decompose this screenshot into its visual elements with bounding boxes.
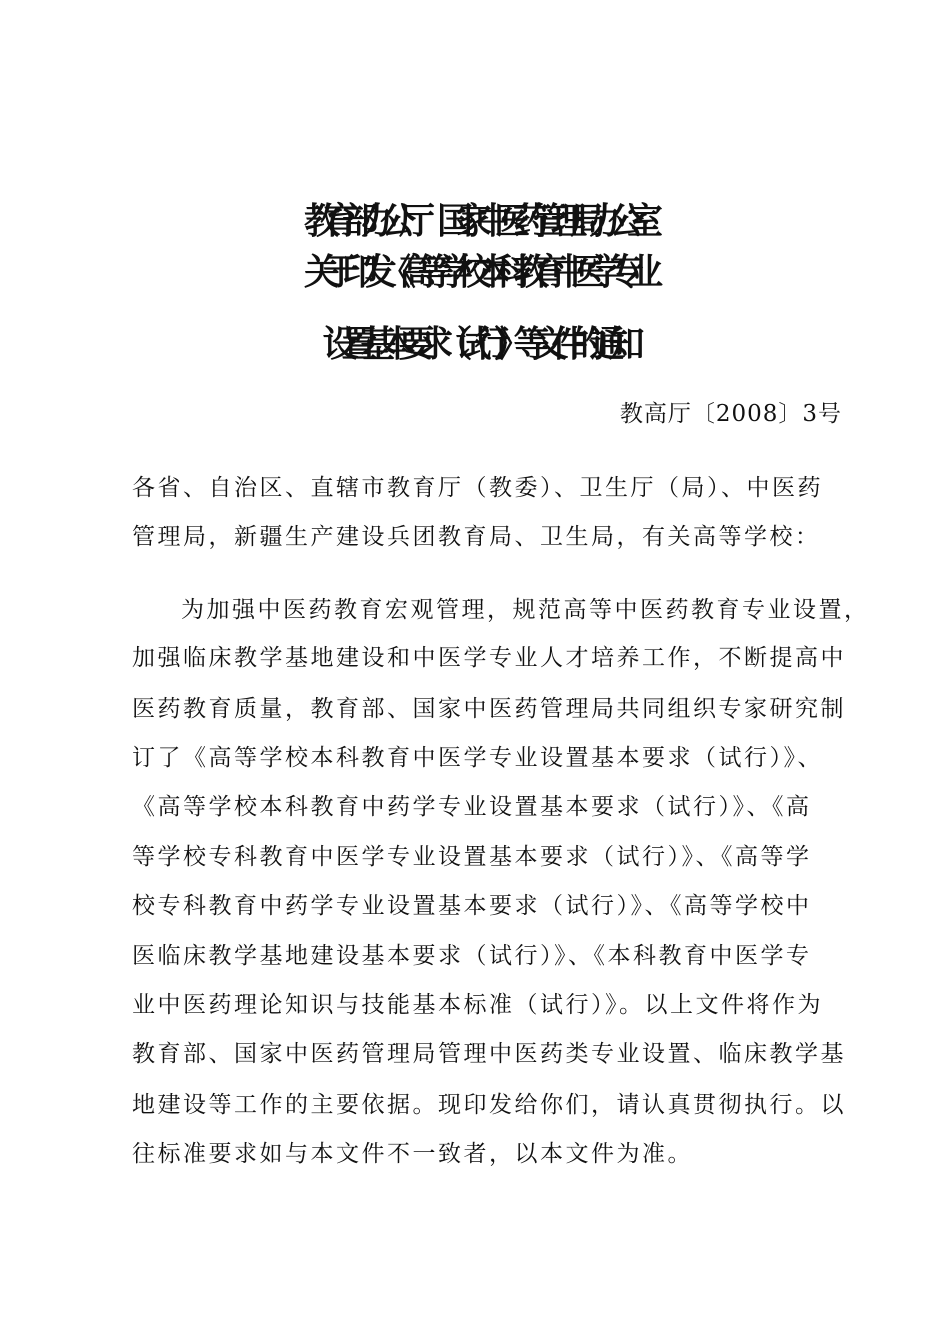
document-number: 教高厅〔2008〕3号 [619, 401, 842, 427]
body-line: 往标准要求如与本文件不一致者，以本文件为准。 [132, 1141, 693, 1167]
body-line: 等学校专科教育中医学专业设置基本要求（试行）》、《高等学 [132, 844, 812, 870]
body-line: 订了《高等学校本科教育中医学专业设置基本要求（试行）》、 [132, 745, 823, 771]
body-line: 为加强中医药教育宏观管理，规范高等中医药教育专业设置， [181, 597, 870, 623]
body-line: 地建设等工作的主要依据。现印发给你们，请认真贯彻执行。以 [132, 1092, 846, 1118]
body-line: 加强临床教学基地建设和中医学专业人才培养工作，不断提高中 [132, 645, 846, 671]
title-line-2: 关于印发《高等学校本科教育中医学专业 [303, 251, 646, 293]
title-line-1: 教育部办公厅 国家中医药管理局办公室 [303, 200, 646, 242]
body-line: 教育部、国家中医药管理局管理中医药类专业设置、临床教学基 [132, 1041, 846, 1067]
body-line: 医药教育质量，教育部、国家中医药管理局共同组织专家研究制 [132, 696, 846, 722]
title-line-3: 设置基本要求（试行）》等文件的通知 [322, 323, 628, 365]
body-line: 校专科教育中药学专业设置基本要求（试行）》、《高等学校中 [132, 893, 812, 919]
body-line: 《高等学校本科教育中药学专业设置基本要求（试行）》、《高 [132, 794, 812, 820]
body-line: 医临床教学基地建设基本要求（试行）》、《本科教育中医学专 [132, 943, 812, 969]
body-line: 业中医药理论知识与技能基本标准（试行）》。以上文件将作为 [132, 992, 823, 1018]
addressee-line: 管理局，新疆生产建设兵团教育局、卫生局，有关高等学校： [132, 524, 821, 550]
addressee-line: 各省、自治区、直辖市教育厅（教委）、卫生厅（局）、中医药 [132, 475, 823, 501]
